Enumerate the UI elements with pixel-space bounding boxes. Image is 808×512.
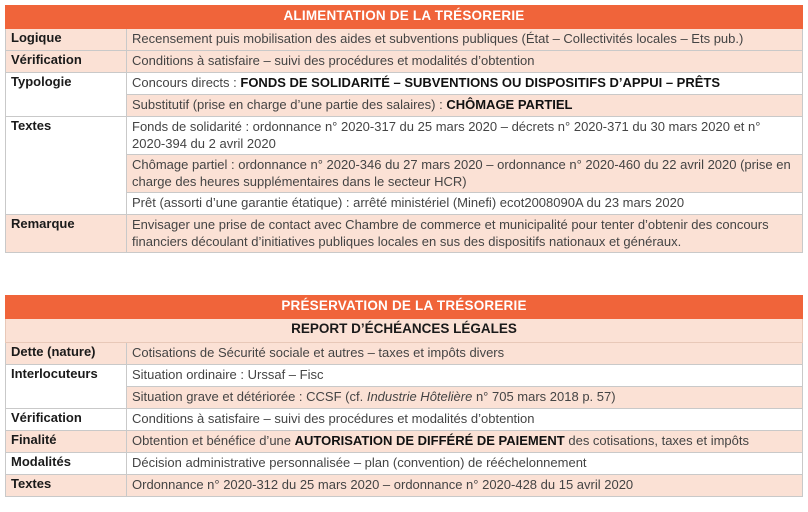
table-row-verification bbox=[6, 409, 803, 431]
row-text bbox=[127, 387, 803, 409]
row-text: Conditions à satisfaire – suivi des procédures et modalités d’obtention bbox=[127, 51, 803, 73]
row-label: Modalités bbox=[6, 453, 127, 475]
table-row-verification bbox=[6, 51, 803, 73]
table-row-finalite bbox=[6, 431, 803, 453]
row-label: Remarque bbox=[6, 215, 127, 253]
row-label: Typologie bbox=[6, 73, 127, 117]
text-suffix: n° 705 mars 2018 p. 57) bbox=[472, 389, 616, 404]
row-text: Situation ordinaire : Urssaf – Fisc bbox=[127, 365, 803, 387]
row-text bbox=[127, 431, 803, 453]
text-bold: CHÔMAGE PARTIEL bbox=[446, 97, 573, 112]
text-suffix: des cotisations, taxes et impôts bbox=[564, 433, 750, 448]
text-prefix: Concours directs : bbox=[132, 75, 241, 90]
text-prefix: Situation grave et détériorée : CCSF (cf. bbox=[132, 389, 367, 404]
row-text: Décision administrative personnalisée – plan (convention) de rééchelonnement bbox=[127, 453, 803, 475]
row-label: Dette (nature) bbox=[6, 343, 127, 365]
section-header: PRÉSERVATION DE LA TRÉSORERIE bbox=[6, 296, 803, 319]
text-prefix: Obtention et bénéfice d’une bbox=[132, 433, 295, 448]
text-italic: Industrie Hôtelière bbox=[366, 389, 473, 404]
section-subheader: REPORT D’ÉCHÉANCES LÉGALES bbox=[6, 319, 803, 343]
row-text: Cotisations de Sécurité sociale et autres – taxes et impôts divers bbox=[127, 343, 803, 365]
row-label: Vérification bbox=[6, 409, 127, 431]
row-text bbox=[127, 73, 803, 95]
row-text bbox=[127, 95, 803, 117]
row-text: Ordonnance n° 2020-312 du 25 mars 2020 – ordonnance n° 2020-428 du 15 avril 2020 bbox=[127, 475, 803, 497]
table-row-remarque bbox=[6, 215, 803, 253]
row-text: Recensement puis mobilisation des aides et subventions publiques (État – Collectivités locales – Ets pub.) bbox=[127, 29, 803, 51]
row-label: Textes bbox=[6, 475, 127, 497]
table-row-dette bbox=[6, 343, 803, 365]
table-row-modalites bbox=[6, 453, 803, 475]
row-label: Vérification bbox=[6, 51, 127, 73]
row-label: Interlocuteurs bbox=[6, 365, 127, 409]
row-text: Prêt (assorti d’une garantie étatique) : arrêté ministériel (Minefi) ecot2008090A du 23 mars 2020 bbox=[127, 193, 803, 215]
text-prefix: Substitutif (prise en charge d’une partie des salaires) : bbox=[132, 97, 447, 112]
tresorerie-preservation-table bbox=[5, 295, 803, 497]
text-bold: AUTORISATION DE DIFFÉRÉ DE PAIEMENT bbox=[294, 433, 565, 448]
table-row-logique bbox=[6, 29, 803, 51]
table-row-textes bbox=[6, 117, 803, 155]
text-bold: FONDS DE SOLIDARITÉ – SUBVENTIONS OU DISPOSITIFS D’APPUI – PRÊTS bbox=[240, 75, 720, 90]
row-text: Chômage partiel : ordonnance n° 2020-346 du 27 mars 2020 – ordonnance n° 2020-460 du 22 avril 2020 (prise en charge des heures supplémentaires dans le secteur HCR) bbox=[127, 155, 803, 193]
row-label: Finalité bbox=[6, 431, 127, 453]
table-row-textes bbox=[6, 475, 803, 497]
row-label: Textes bbox=[6, 117, 127, 215]
table-row-typologie bbox=[6, 73, 803, 95]
row-text: Conditions à satisfaire – suivi des procédures et modalités d’obtention bbox=[127, 409, 803, 431]
row-text: Fonds de solidarité : ordonnance n° 2020-317 du 25 mars 2020 – décrets n° 2020-371 du 30 mars 2020 et n° 2020-394 du 2 avril 2020 bbox=[127, 117, 803, 155]
row-text: Envisager une prise de contact avec Chambre de commerce et municipalité pour tenter d’obtenir des concours financiers découlant d’initiatives publiques locales en sus des dispositifs nationaux et généraux. bbox=[127, 215, 803, 253]
table-row-interlocuteurs bbox=[6, 365, 803, 387]
row-label: Logique bbox=[6, 29, 127, 51]
section-header: ALIMENTATION DE LA TRÉSORERIE bbox=[6, 6, 803, 29]
tresorerie-alimentation-table bbox=[5, 5, 803, 253]
